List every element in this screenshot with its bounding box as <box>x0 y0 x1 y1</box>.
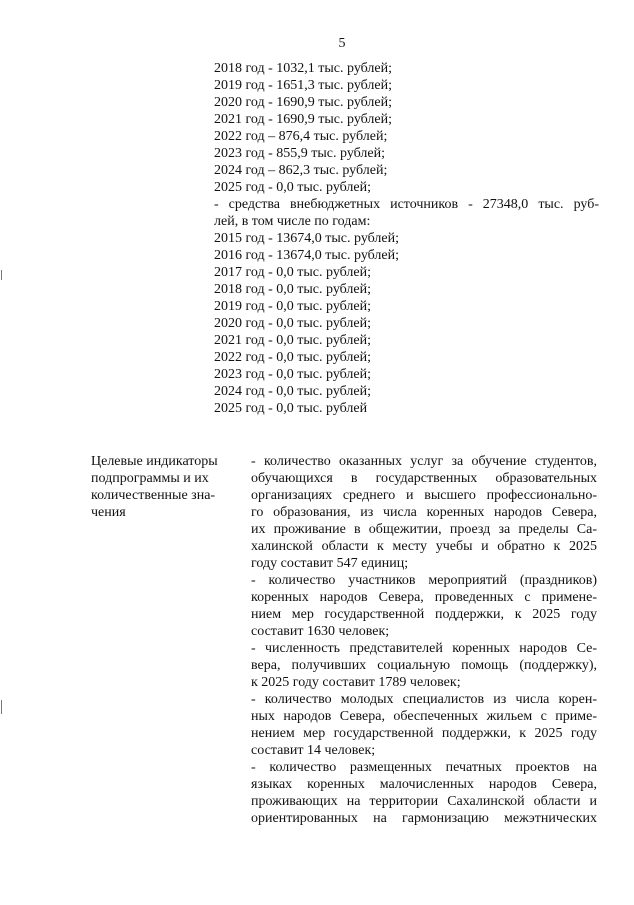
indicator-line: составит 1630 человек; <box>251 624 390 639</box>
indicators-label-line: подпрограммы и их <box>91 471 209 486</box>
funding-line: 2022 год - 0,0 тыс. рублей; <box>214 350 372 365</box>
scan-edge-mark <box>1 700 2 714</box>
funding-line: 2020 год - 1690,9 тыс. рублей; <box>214 95 393 110</box>
indicators-label-line: количественные зна- <box>91 488 216 503</box>
indicator-line: составит 14 человек; <box>251 743 376 758</box>
indicators-label-line: чения <box>91 505 126 520</box>
funding-line: 2016 год - 13674,0 тыс. рублей; <box>214 248 400 263</box>
indicator-line: к 2025 году составит 1789 человек; <box>251 675 461 690</box>
indicator-line: году составит 547 единиц; <box>251 556 409 571</box>
indicator-line: вера, получивших социальную помощь (поддержку), <box>251 658 597 673</box>
funding-line: 2017 год - 0,0 тыс. рублей; <box>214 265 372 280</box>
funding-breakdown <box>214 60 599 417</box>
indicator-line: - количество оказанных услуг за обучение студентов, <box>251 454 597 469</box>
scan-edge-mark <box>1 270 2 280</box>
funding-line: 2019 год - 0,0 тыс. рублей; <box>214 299 372 314</box>
funding-line: 2023 год - 0,0 тыс. рублей; <box>214 367 372 382</box>
indicator-line: го образования, из числа коренных народов Севера, <box>251 505 597 520</box>
indicator-line: ных народов Севера, обеспеченных жильем с приме- <box>251 709 597 724</box>
indicator-line: - численность представителей коренных народов Се- <box>251 641 597 656</box>
indicator-line: - количество участников мероприятий (праздников) <box>251 573 597 588</box>
funding-line: 2023 год - 855,9 тыс. рублей; <box>214 146 386 161</box>
funding-line: 2018 год - 0,0 тыс. рублей; <box>214 282 372 297</box>
funding-line: 2015 год - 13674,0 тыс. рублей; <box>214 231 400 246</box>
indicators-label <box>91 453 241 521</box>
page-number: 5 <box>338 36 346 51</box>
funding-line: 2021 год - 0,0 тыс. рублей; <box>214 333 372 348</box>
funding-line: 2025 год - 0,0 тыс. рублей; <box>214 180 372 195</box>
indicator-line: - количество размещенных печатных проектов на <box>251 760 597 775</box>
funding-line: 2022 год – 876,4 тыс. рублей; <box>214 129 388 144</box>
indicator-line: организациях среднего и высшего профессионально- <box>251 488 597 503</box>
indicator-line: языках коренных малочисленных народов Севера, <box>251 777 597 792</box>
indicator-line: ориентированных на гармонизацию межэтнических <box>251 811 597 826</box>
funding-line: - средства внебюджетных источников - 27348,0 тыс. руб- <box>214 197 599 212</box>
indicator-line: халинской области к месту учебы и обратно к 2025 <box>251 539 597 554</box>
funding-line: 2018 год - 1032,1 тыс. рублей; <box>214 61 393 76</box>
indicator-line: - количество молодых специалистов из числа корен- <box>251 692 597 707</box>
funding-line: 2019 год - 1651,3 тыс. рублей; <box>214 78 393 93</box>
indicator-line: коренных народов Севера, проведенных с примене- <box>251 590 597 605</box>
indicator-line: нием мер государственной поддержки, к 2025 году <box>251 607 597 622</box>
indicator-line: нением мер государственной поддержки, к 2025 году <box>251 726 597 741</box>
indicators-text <box>251 453 597 827</box>
funding-line: 2020 год - 0,0 тыс. рублей; <box>214 316 372 331</box>
funding-line: 2021 год - 1690,9 тыс. рублей; <box>214 112 393 127</box>
funding-line: 2025 год - 0,0 тыс. рублей <box>214 401 368 416</box>
indicator-line: обучающихся в государственных образовательных <box>251 471 597 486</box>
indicator-line: проживающих на территории Сахалинской области и <box>251 794 597 809</box>
funding-line: лей, в том числе по годам: <box>214 214 371 229</box>
indicators-label-line: Целевые индикаторы <box>91 454 218 469</box>
funding-line: 2024 год - 0,0 тыс. рублей; <box>214 384 372 399</box>
indicator-line: их проживание в общежитии, проезд за пределы Са- <box>251 522 597 537</box>
funding-line: 2024 год – 862,3 тыс. рублей; <box>214 163 388 178</box>
